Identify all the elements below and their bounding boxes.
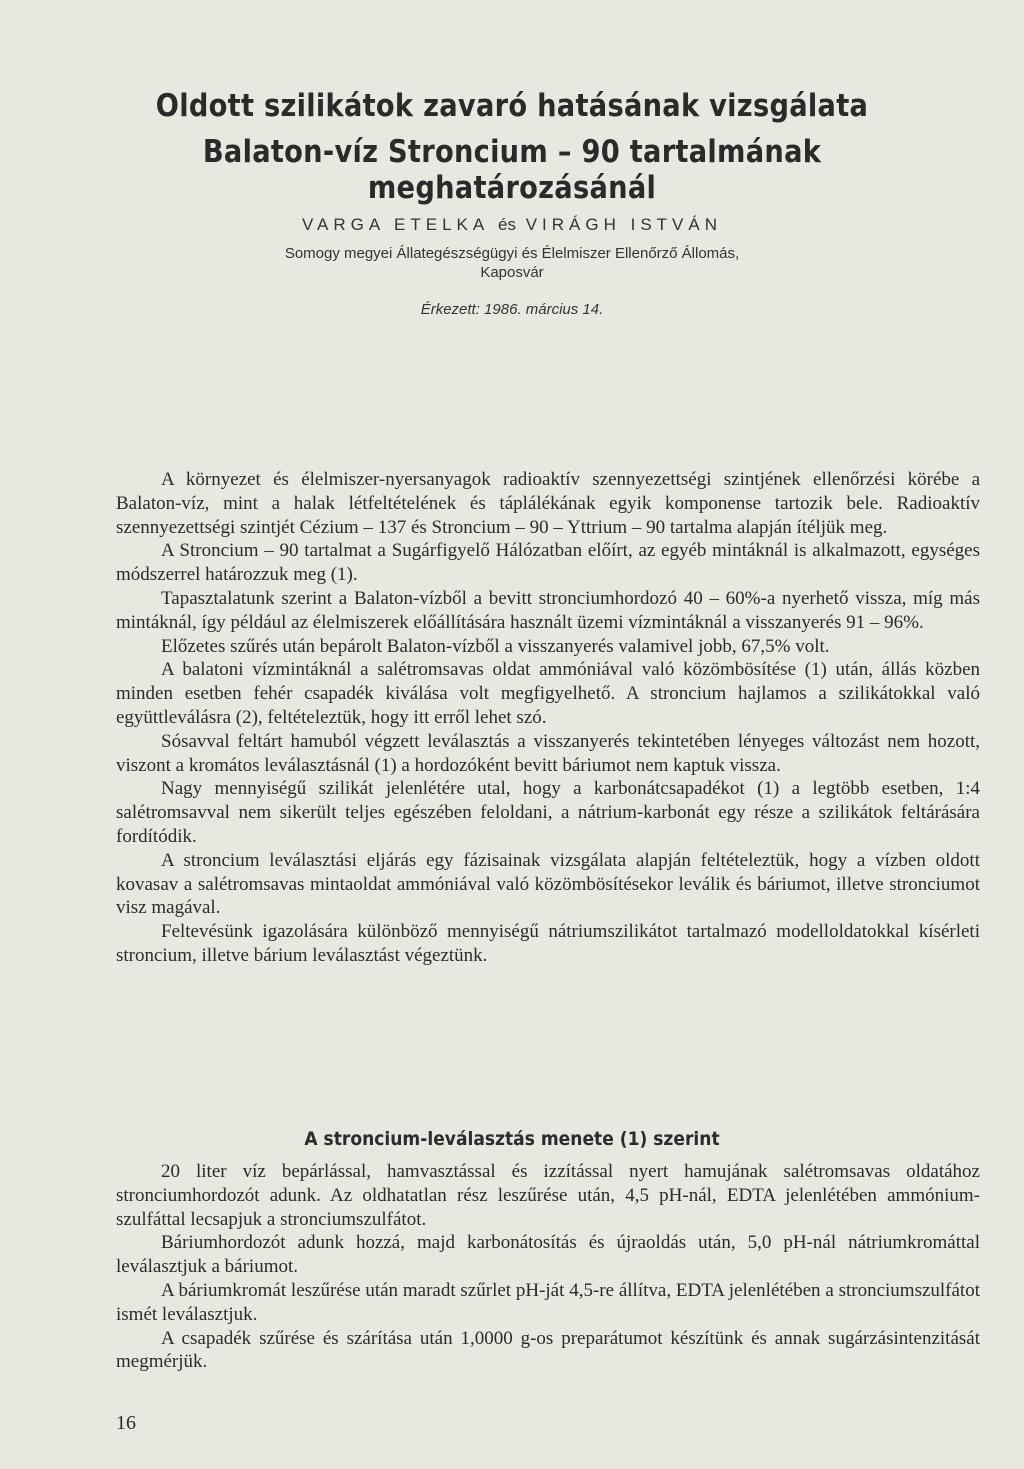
paragraph: Nagy mennyiségű szilikát jelenlétére utal, hogy a karbonátcsapadékot (1) a legtöbb esetben, 1:4 salétromsavval nem sikerült teljes egészében feloldani, a nátrium-karbonát egy része a szilikátok feltárására fordítódik. xyxy=(116,778,980,847)
paragraph: Sósavval feltárt hamuból végzett leválasztás a visszanyerés tekintetében lényeges változást nem hozott, viszont a kromátos leválasztásnál (1) a hordozóként bevitt báriumot nem kaptuk vissza. xyxy=(116,730,980,776)
section-body xyxy=(116,1160,980,1374)
section-heading: A stroncium-leválasztás menete (1) szerint xyxy=(304,1128,720,1150)
paragraph: A balatoni vízmintáknál a salétromsavas oldat ammóniával való közömbösítése (1) után, állás közben minden esetben fehér csapadék kiválása volt megfigyelhető. A stroncium hajlamos a szilikátokkal való együttleválásra (2), feltételeztük, hogy itt erről lehet szó. xyxy=(116,659,980,728)
affiliation xyxy=(120,244,904,282)
paragraph: A stroncium leválasztási eljárás egy fázisainak vizsgálata alapján feltételeztük, hogy a vízben oldott kovasav a salétromsavas mintaoldat ammóniával való közömbösítésekor leválik és báriumot, illetve stronciumot visz magával. xyxy=(116,849,980,919)
paragraph: Tapasztalatunk szerint a Balaton-vízből a bevitt stronciumhordozó 40 – 60%-a nyerhető vissza, míg más mintáknál, így például az élelmiszerek előállítására használt üzemi vízmintáknál a visszanyerés 91 – 96%. xyxy=(116,587,980,633)
section-paragraph: Báriumhordozót adunk hozzá, majd karbonátosítás és újraoldás után, 5,0 pH-nál nátriumkromáttal leválasztjuk a báriumot. xyxy=(116,1232,980,1278)
affiliation-line-2: Kaposvár xyxy=(480,264,544,281)
paragraph: A környezet és élelmiszer-nyersanyagok radioaktív szennyezettségi szintjének ellenőrzési körébe a Balaton-víz, mint a halak létfeltételének és táplálékának egyik komponense tartozik bele. Radioaktív szennyezettségi szintjét Cézium – 137 és Stroncium – 90 – Yttrium – 90 tartalma alapján ítéljük meg. xyxy=(116,469,980,538)
affiliation-line-1: Somogy megyei Állategészségügyi és Élelmiszer Ellenőrző Állomás, xyxy=(284,245,740,262)
paragraph: Előzetes szűrés után bepárolt Balaton-vízből a visszanyerés valamivel jobb, 67,5% volt. xyxy=(161,635,830,657)
paragraph: A Stroncium – 90 tartalmat a Sugárfigyelő Hálózatban előírt, az egyéb mintáknál is alkalmazott, egységes módszerrel határozzuk meg (1). xyxy=(116,540,980,586)
paragraph: Feltevésünk igazolására különböző mennyiségű nátriumszilikátot tartalmazó modelloldatokkal kísérleti stroncium, illetve bárium leválasztást végeztünk. xyxy=(116,921,980,966)
author-2: VIRÁGH ISTVÁN xyxy=(525,215,723,234)
received-date: Érkezett: 1986. március 14. xyxy=(420,301,604,318)
section-paragraph: 20 liter víz bepárlással, hamvasztással és izzítással nyert hamujának salétromsavas oldatához stronciumhordozót adunk. Az oldhatatlan rész leszűrése után, 4,5 pH-nál, EDTA jelenlétében ammónium-szulfáttal lecsapjuk a stronciumszulfátot. xyxy=(116,1161,980,1230)
authors xyxy=(80,215,944,235)
author-1: VARGA ETELKA xyxy=(301,215,489,234)
section-paragraph: A báriumkromát leszűrése után maradt szűrlet pH-ját 4,5-re állítva, EDTA jelenlétében a stronciumszulfátot ismét leválasztjuk. xyxy=(116,1279,980,1325)
section-paragraph: A csapadék szűrése és szárítása után 1,0000 g-os preparátumot készítünk és annak sugárzásintenzitását megmérjük. xyxy=(116,1327,980,1373)
authors-conjunction: és xyxy=(498,215,516,234)
page-number: 16 xyxy=(116,1412,136,1434)
article-body xyxy=(116,468,980,968)
title-line-2: Balaton-víz Stroncium – 90 tartalmának meghatározásánál xyxy=(202,134,822,206)
title-line-1: Oldott szilikátok zavaró hatásának vizsgálata xyxy=(155,88,869,124)
